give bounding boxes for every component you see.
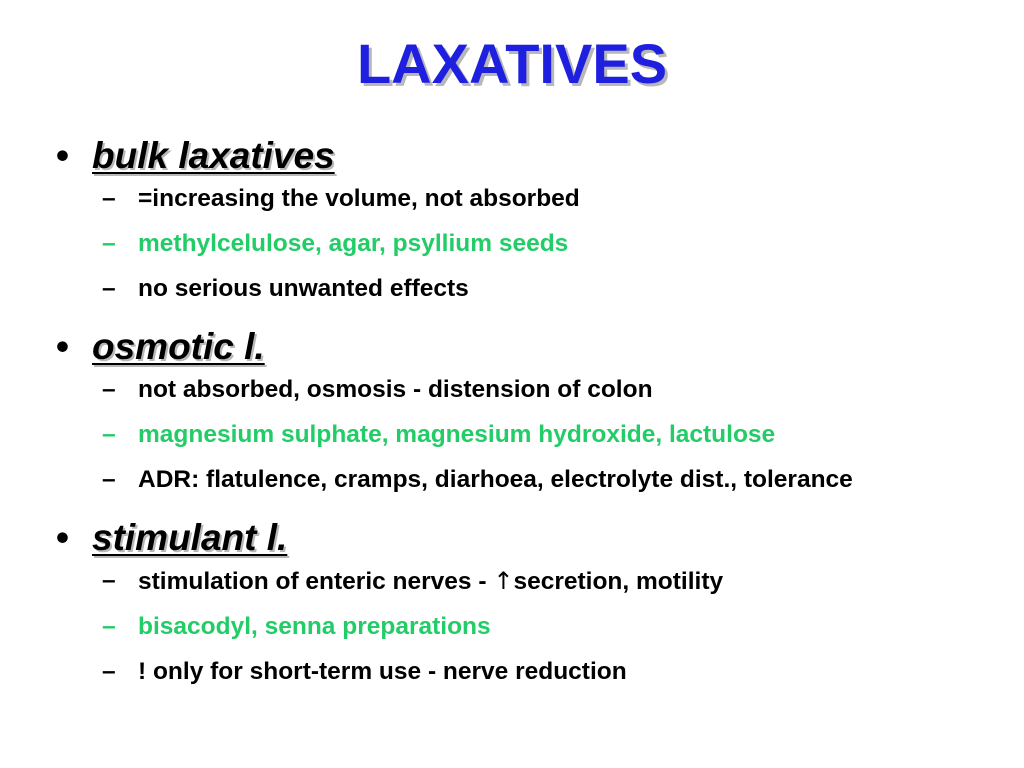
sub-item (56, 274, 1006, 304)
sub-item-text: methylcelulose, agar, psyllium seeds (138, 230, 569, 257)
section-heading: bulk laxatives (92, 135, 335, 176)
dash-marker: – (102, 185, 116, 212)
sub-item (56, 184, 1006, 214)
slide-content (56, 128, 1006, 702)
bullet-bulk-laxatives (56, 128, 1006, 184)
bullet-dot: • (56, 517, 69, 558)
sub-item (56, 375, 1006, 405)
section-heading: stimulant l. (92, 517, 288, 558)
dash-marker: – (102, 466, 116, 493)
sub-item (56, 465, 1006, 495)
dash-marker: – (102, 421, 116, 448)
sub-item-text: ! only for short-term use - nerve reduction (138, 658, 627, 685)
sub-item-text: bisacodyl, senna preparations (138, 613, 491, 640)
dash-marker: – (102, 613, 116, 640)
sub-item-text-before: stimulation of enteric nerves - (138, 568, 494, 595)
bullet-dot: • (56, 326, 69, 367)
dash-marker: – (102, 567, 116, 594)
bullet-dot: • (56, 135, 69, 176)
bullet-osmotic (56, 319, 1006, 375)
sub-item (56, 566, 1006, 597)
sub-item-text-after: secretion, motility (513, 568, 724, 595)
sub-item-text: no serious unwanted effects (138, 275, 469, 302)
up-arrow-icon: ↑ (493, 567, 514, 595)
sub-item-text: magnesium sulphate, magnesium hydroxide, lactulose (138, 421, 776, 448)
slide-title: LAXATIVES (356, 32, 668, 95)
dash-marker: – (102, 230, 116, 257)
sub-item-text: ADR: flatulence, cramps, diarhoea, electrolyte dist., tolerance (138, 466, 853, 493)
dash-marker: – (102, 658, 116, 685)
sub-item-text: not absorbed, osmosis - distension of colon (138, 376, 653, 403)
section-heading: osmotic l. (92, 326, 265, 367)
sub-item (56, 657, 1006, 687)
dash-marker: – (102, 376, 116, 403)
sub-item-highlight (56, 229, 1006, 259)
sub-item-text: =increasing the volume, not absorbed (138, 185, 580, 212)
sub-item-highlight (56, 420, 1006, 450)
bullet-stimulant (56, 510, 1006, 566)
sub-item-highlight (56, 612, 1006, 642)
dash-marker: – (102, 275, 116, 302)
